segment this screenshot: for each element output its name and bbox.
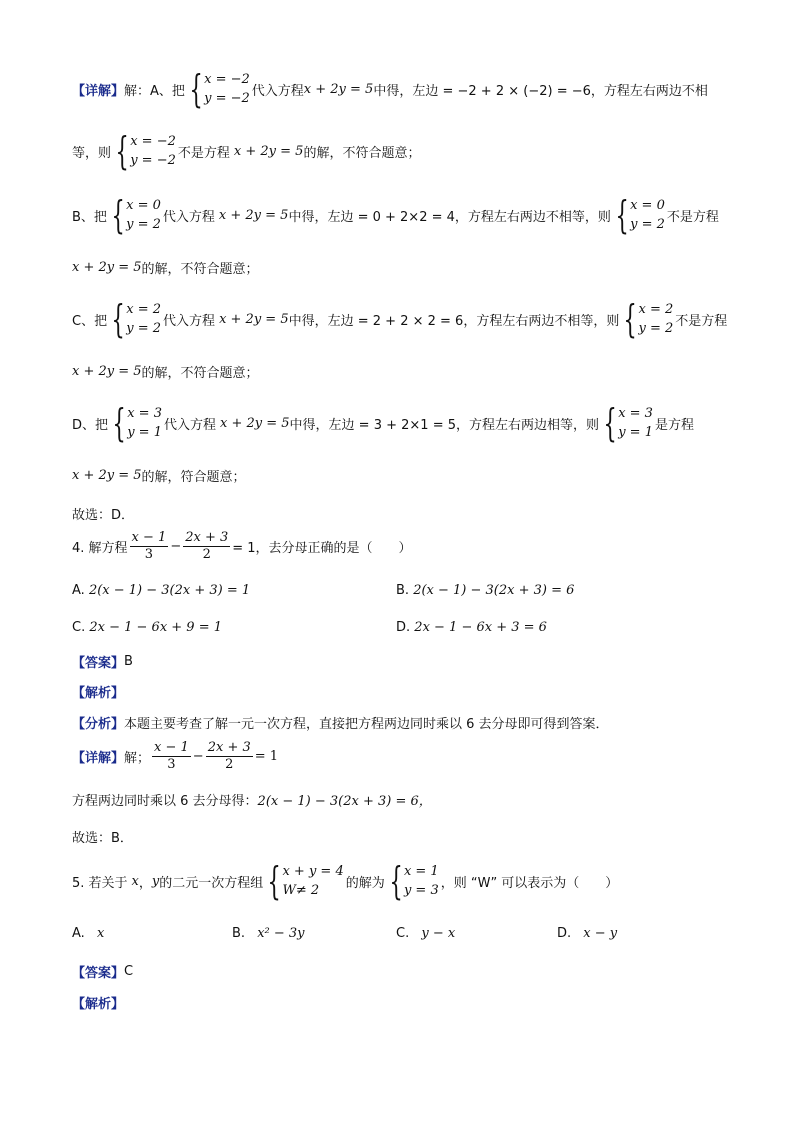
- step-text: 方程两边同时乘以 6 去分母得：: [72, 794, 258, 809]
- solution-q5: { x = 1 y = 3: [389, 859, 439, 903]
- sys-row: y = −2: [130, 153, 176, 168]
- c-mid2: 中得，左边 = 2 + 2 × 2 = 6，方程左右两边不相等，则: [288, 313, 620, 329]
- sys-row: W≠ 2: [282, 883, 320, 898]
- option-label: B.: [232, 926, 246, 941]
- equation: x + 2y = 5: [219, 311, 289, 327]
- fraction: [152, 740, 191, 773]
- sys-row: y = 2: [638, 321, 674, 336]
- numerator: 2x + 3: [207, 740, 251, 755]
- c-tail: 不是方程: [675, 313, 728, 329]
- q4-detail: 【详解】 解； $\frac{x - 1}{3}$ − $\frac{2x + 3}{2}$ = 1: [72, 740, 279, 772]
- system-d: { x = 3 y = 1: [112, 401, 162, 445]
- system-q5: { x + y = 4 W≠ 2: [267, 859, 344, 903]
- sys-row: x = 0: [630, 198, 665, 213]
- option-text: 2x − 1 − 6x + 9 = 1: [89, 620, 223, 635]
- fraction: [130, 530, 169, 563]
- numerator: 2x + 3: [185, 530, 229, 545]
- equation: x + 2y = 5: [220, 415, 290, 431]
- sys-row: x = 3: [127, 406, 162, 421]
- q5-option-a[interactable]: [72, 926, 104, 941]
- detail-c-line1: [72, 297, 728, 341]
- q5-analysis: [72, 993, 124, 1012]
- sys-row: y = 2: [126, 321, 162, 336]
- fraction: [183, 530, 230, 563]
- a-l2-tail: 不是方程: [177, 145, 230, 161]
- q4-choice: [72, 827, 133, 846]
- detail-a-line1: [72, 67, 708, 111]
- d-tail: 是方程: [654, 417, 694, 433]
- sys-row: x = 2: [126, 302, 162, 317]
- system-d-repeat: { x = 3 y = 1: [603, 401, 653, 445]
- d-mid2: 中得，左边 = 3 + 2×1 = 5，方程左右两边相等，则: [289, 417, 599, 433]
- detail-b-line1: [72, 193, 719, 237]
- b-l2: 的解，不符合题意；: [141, 262, 259, 277]
- c-l2: 的解，不符合题意；: [141, 366, 259, 381]
- q5-mid: 的二元一次方程组: [159, 875, 264, 891]
- option-label: C.: [72, 620, 86, 635]
- fenxi-tag: 【分析】: [72, 717, 125, 732]
- equation: x + 2y = 5: [72, 364, 142, 379]
- b-mid2: 中得，左边 = 0 + 2×2 = 4，方程左右两边不相等，则: [288, 209, 611, 225]
- b-tail: 不是方程: [666, 209, 719, 225]
- system-b-repeat: { x = 0 y = 2: [615, 193, 665, 237]
- a-lead: 解：A、把: [124, 83, 185, 99]
- q5-option-c[interactable]: [396, 926, 455, 941]
- fraction: [206, 740, 253, 773]
- d-l2: 的解，符合题意；: [141, 470, 246, 485]
- choice-text: 故选：D．: [72, 508, 135, 523]
- sys-row: x = −2: [130, 134, 176, 149]
- sys-row: x = 0: [126, 198, 161, 213]
- c-mid: 代入方程: [163, 313, 216, 329]
- numerator: x − 1: [154, 740, 189, 755]
- step-eq: 2(x − 1) − 3(2x + 3) = 6，: [257, 794, 432, 809]
- equation: x + 2y = 5: [72, 260, 142, 275]
- sys-row: y = 1: [127, 425, 162, 440]
- sys-row: x = 2: [638, 302, 674, 317]
- sys-row: x = −2: [204, 72, 250, 87]
- choice-text: 故选：B．: [72, 831, 133, 846]
- b-lead: B、把: [72, 209, 107, 225]
- q4-option-c[interactable]: [72, 620, 222, 635]
- sys-row: y = 2: [630, 217, 665, 232]
- q4-stem: 4. 解方程 $\frac{x - 1}{3}$ − $\frac{2x + 3}{2}$ = 1，去分母正确的是（ ）: [72, 530, 412, 562]
- denominator: 2: [225, 757, 234, 772]
- detail-eq: = 1: [254, 749, 279, 764]
- q4-answer: [72, 652, 133, 671]
- answer-value: C: [124, 964, 134, 979]
- system-c-repeat: { x = 2 y = 2: [623, 297, 674, 341]
- option-text: x: [96, 926, 105, 941]
- denominator: 2: [202, 547, 211, 562]
- sys-row: x + y = 4: [282, 864, 344, 879]
- var-y: y: [151, 873, 160, 889]
- system-c: { x = 2 y = 2: [111, 297, 162, 341]
- numerator: x − 1: [131, 530, 167, 545]
- q4-lead: 4. 解方程: [72, 541, 128, 556]
- option-label: C.: [396, 926, 410, 941]
- a-mid2: 中得，左边 = −2 + 2 × (−2) = −6，方程左右两边不相: [373, 83, 708, 99]
- sys-row: y = 2: [126, 217, 161, 232]
- d-lead: D、把: [72, 417, 109, 433]
- detail-lead: 解；: [124, 751, 151, 766]
- c-lead: C、把: [72, 313, 108, 329]
- q5-stem: [72, 859, 619, 903]
- system-a-repeat: { x = −2 y = −2: [115, 129, 176, 173]
- denominator: 3: [167, 757, 176, 772]
- b-mid: 代入方程: [162, 209, 215, 225]
- a-mid: 代入方程: [251, 83, 304, 99]
- equation: x + 2y = 5: [72, 468, 142, 483]
- sys-row: y = 1: [618, 425, 653, 440]
- var-x: x: [131, 873, 139, 889]
- option-text: x − y: [583, 926, 618, 941]
- q5-option-d[interactable]: [557, 926, 617, 941]
- q5-option-b[interactable]: [232, 926, 305, 941]
- system-a: { x = −2 y = −2: [189, 67, 250, 111]
- sys-row: x = 1: [403, 864, 439, 879]
- separator: ，: [138, 875, 152, 891]
- sys-row: y = −2: [204, 91, 250, 106]
- option-label: A.: [72, 583, 85, 598]
- q5-answer: [72, 962, 133, 981]
- a-l2-lead: 等，则: [72, 145, 112, 161]
- option-text: 2(x − 1) − 3(2x + 3) = 6: [413, 583, 575, 598]
- option-label: B.: [396, 583, 410, 598]
- a-l2-tail2: 的解，不符合题意；: [303, 145, 421, 161]
- q4-option-b[interactable]: [396, 583, 574, 598]
- detail-c-line2: [72, 362, 259, 381]
- option-label: D.: [557, 926, 572, 941]
- option-text: 2x − 1 − 6x + 3 = 6: [414, 620, 547, 635]
- answer-value: B: [124, 654, 133, 669]
- detail-a-line2: [72, 129, 421, 173]
- sys-row: x = 3: [618, 406, 653, 421]
- q4-option-a[interactable]: [72, 583, 250, 598]
- d-mid: 代入方程: [163, 417, 216, 433]
- equation: x + 2y = 5: [303, 81, 374, 97]
- q4-option-d[interactable]: [396, 620, 547, 635]
- analysis-tag: 【解析】: [72, 686, 125, 701]
- detail-d-line1: [72, 401, 694, 445]
- q5-tail: ，则 “W” 可以表示为（ ）: [440, 875, 619, 891]
- q4-eq: = 1，去分母正确的是（ ）: [232, 541, 412, 556]
- option-text: x² − 3y: [257, 926, 305, 941]
- q5-mid2: 的解为: [345, 875, 385, 891]
- answer-tag: 【答案】: [72, 656, 125, 671]
- q4-fenxi: [72, 713, 609, 732]
- detail-tag: 【详解】: [72, 751, 125, 766]
- q4-analysis: [72, 682, 124, 701]
- system-b: { x = 0 y = 2: [111, 193, 161, 237]
- detail-b-line2: [72, 258, 259, 277]
- sys-row: y = 3: [403, 883, 439, 898]
- detail-d-line2: [72, 466, 246, 485]
- option-text: 2(x − 1) − 3(2x + 3) = 1: [88, 583, 251, 598]
- fenxi-text: 本题主要考查了解一元一次方程，直接把方程两边同时乘以 6 去分母即可得到答案．: [124, 717, 609, 732]
- denominator: 3: [144, 547, 154, 562]
- q5-lead: 5. 若关于: [72, 875, 128, 891]
- equation: x + 2y = 5: [233, 143, 304, 159]
- option-text: y − x: [421, 926, 456, 941]
- answer-tag: 【答案】: [72, 966, 125, 981]
- q3-choice: [72, 504, 134, 523]
- analysis-tag: 【解析】: [72, 997, 125, 1012]
- option-label: D.: [396, 620, 411, 635]
- option-label: A.: [72, 926, 85, 941]
- q4-step: [72, 790, 432, 809]
- equation: x + 2y = 5: [218, 207, 289, 223]
- detail-tag: 【详解】: [72, 83, 125, 99]
